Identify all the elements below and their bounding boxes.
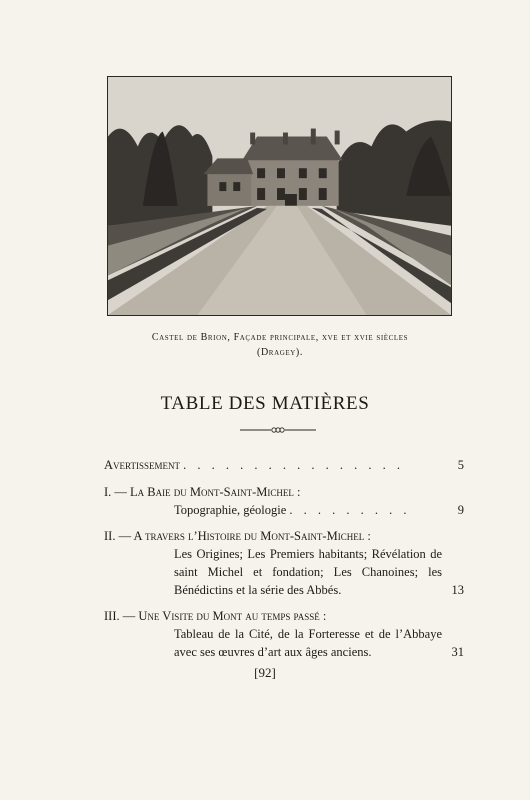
toc-entry-avertissement xyxy=(104,456,464,474)
toc-entry-label: I. — La Baie du Mont-Saint-Michel : xyxy=(104,485,301,499)
toc-entry-description: Les Origines; Les Premiers habitants; Révélation de saint Michel et fondation; Les Chanoines; les Bénédictins et la série des Abbés. xyxy=(174,547,442,597)
ornament-divider xyxy=(240,424,316,436)
table-of-contents xyxy=(104,456,464,661)
toc-leader: . . . . . . . . . . . . . . . . xyxy=(183,458,404,472)
castle-photograph xyxy=(107,76,452,316)
toc-leader: . . . . . . . . . xyxy=(289,503,411,517)
toc-page-number: 31 xyxy=(451,645,464,659)
toc-entry-label: II. — A travers l’Histoire du Mont-Saint-Michel : xyxy=(104,529,371,543)
toc-entry-3 xyxy=(104,607,464,661)
toc-page-number: 9 xyxy=(457,503,464,517)
toc-entry-label: Avertissement xyxy=(104,458,180,472)
caption-line-2: (Dragey). xyxy=(257,347,303,358)
page-title: TABLE DES MATIÈRES xyxy=(160,393,370,414)
toc-page-number: 13 xyxy=(451,583,464,597)
toc-entry-description: Tableau de la Cité, de la Forteresse et de l’Abbaye avec ses œuvres d’art aux âges anciens. xyxy=(174,627,442,659)
caption-line-1: Castel de Brion, Façade principale, xve et xvie siècles xyxy=(151,332,409,343)
toc-entry-sub xyxy=(104,625,464,661)
castle-photo-image xyxy=(108,77,451,315)
toc-entry-sub xyxy=(104,545,464,599)
toc-entry-sub xyxy=(104,501,464,519)
photo-caption xyxy=(60,330,500,360)
toc-entry-label: III. — Une Visite du Mont au temps passé : xyxy=(104,609,327,623)
toc-entry-1 xyxy=(104,483,464,519)
page-number: [92] xyxy=(254,665,276,680)
toc-entry-2 xyxy=(104,527,464,599)
toc-entry-description: Topographie, géologie xyxy=(174,503,287,517)
toc-page-number: 5 xyxy=(457,458,464,472)
